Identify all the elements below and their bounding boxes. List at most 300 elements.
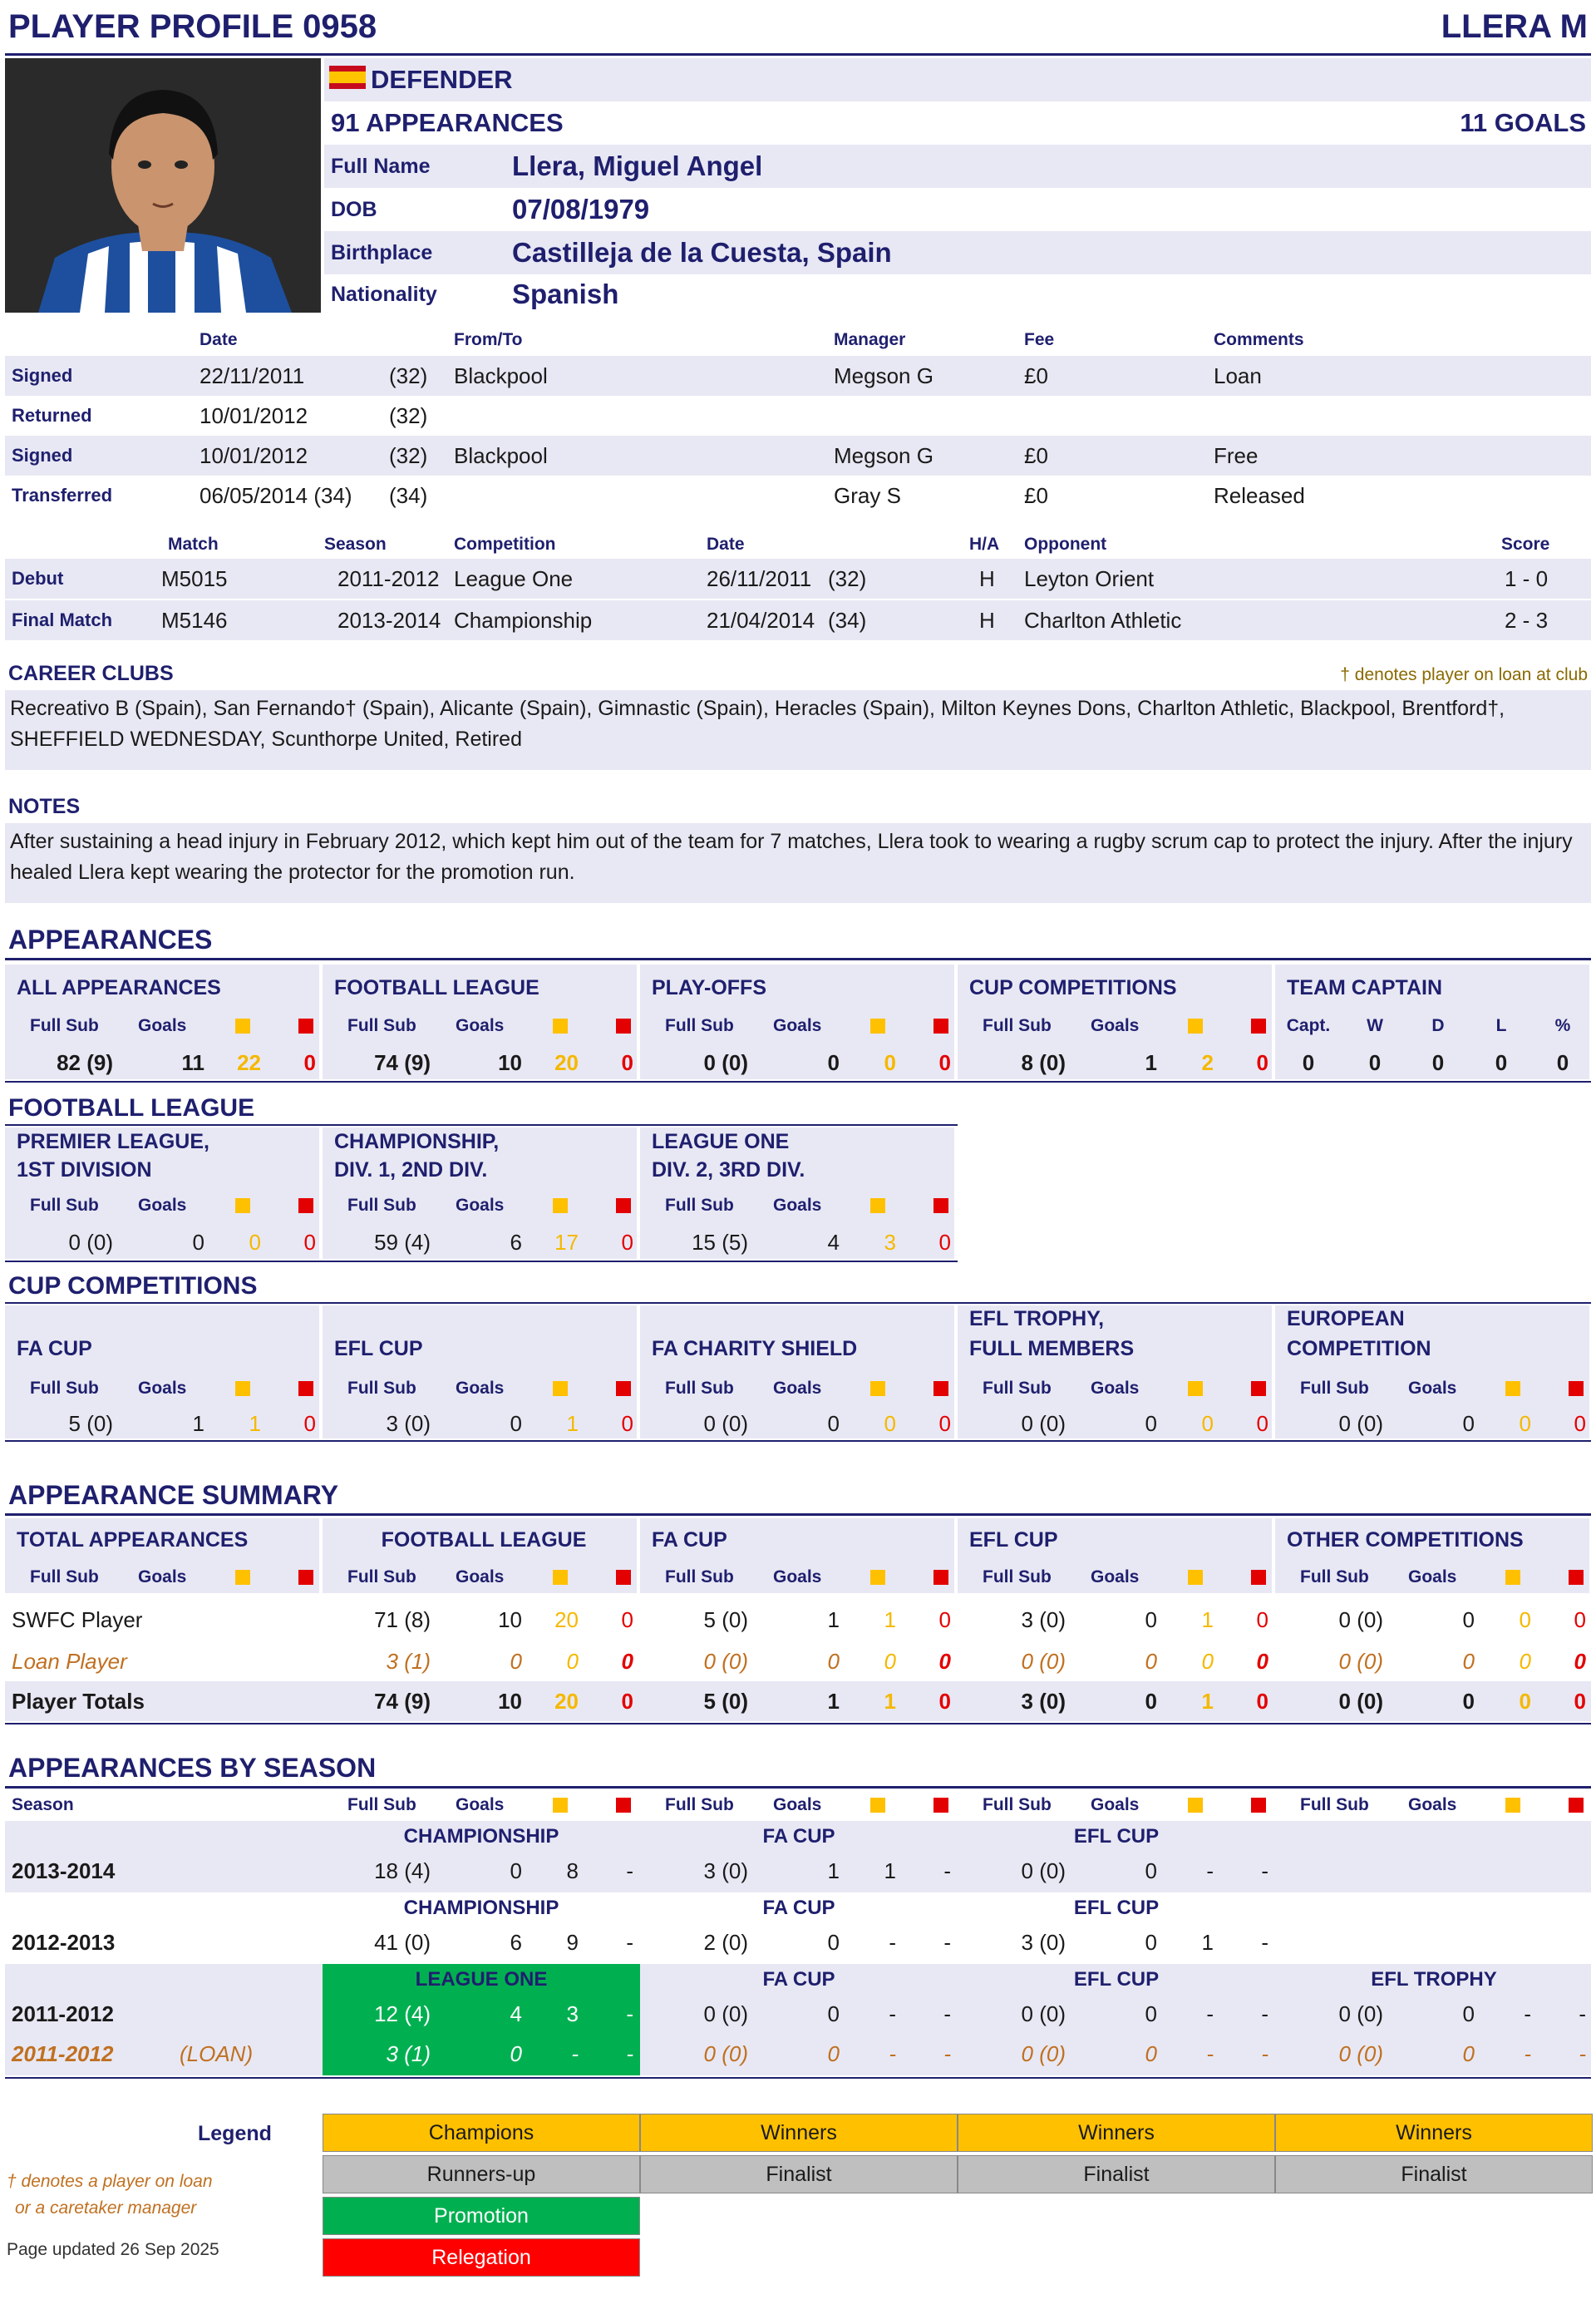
summary-title: APPEARANCE SUMMARY bbox=[8, 1480, 339, 1510]
red-cards-value: - bbox=[1261, 1858, 1268, 1883]
goals-value: 10 bbox=[498, 1688, 522, 1714]
section-divider bbox=[5, 1786, 1591, 1789]
summary-group-title: FA CUP bbox=[652, 1527, 727, 1552]
season-label: 2013-2014 bbox=[12, 1858, 116, 1883]
red-cards-value: - bbox=[1261, 2040, 1268, 2066]
full-sub-value: 82 (9) bbox=[57, 1049, 113, 1075]
col-header: Competition bbox=[454, 535, 556, 554]
full-sub-value: 74 (9) bbox=[374, 1688, 431, 1714]
red-card-icon bbox=[1566, 1563, 1586, 1591]
season-competition-label: FA CUP bbox=[762, 1968, 835, 1991]
col-header: Match bbox=[168, 535, 219, 554]
full-sub-value: 5 (0) bbox=[68, 1410, 113, 1436]
goals-value: 0 bbox=[1145, 1688, 1157, 1714]
transfer-age: (32) bbox=[389, 402, 428, 428]
full-sub-value: 0 (0) bbox=[1338, 1688, 1383, 1714]
red-cards-value: 0 bbox=[621, 1648, 633, 1674]
full-sub-header: Full Sub bbox=[665, 1016, 734, 1035]
full-sub-header: Full Sub bbox=[347, 1016, 416, 1035]
total-goals: 11 GOALS bbox=[1460, 108, 1586, 137]
yellow-card-icon bbox=[1503, 1791, 1523, 1819]
league-group-subtitle: DIV. 2, 3RD DIV. bbox=[652, 1157, 805, 1182]
match-id: M5015 bbox=[161, 565, 228, 591]
yellow-card-icon bbox=[550, 1009, 570, 1043]
full-sub-value: 0 (0) bbox=[1338, 2040, 1383, 2066]
red-cards-value: 0 bbox=[303, 1410, 316, 1436]
yellow-card-icon bbox=[868, 1563, 888, 1591]
bio-row bbox=[324, 188, 1591, 231]
total-appearances: 91 APPEARANCES bbox=[331, 108, 564, 137]
goals-value: 0 bbox=[827, 2040, 840, 2066]
yellow-cards-value: 0 bbox=[1519, 1410, 1531, 1436]
yellow-cards-value: 3 bbox=[884, 1229, 896, 1255]
red-cards-value: 0 bbox=[1256, 1049, 1268, 1075]
transfer-date: 22/11/2011 bbox=[200, 363, 305, 388]
transfers-header bbox=[5, 326, 1591, 354]
full-sub-header: Full Sub bbox=[983, 1379, 1052, 1398]
match-competition: League One bbox=[454, 565, 574, 591]
cup-group-subtitle: COMPETITION bbox=[1287, 1336, 1431, 1360]
yellow-cards-value: 1 bbox=[566, 1410, 579, 1436]
full-sub-header: Full Sub bbox=[665, 1196, 734, 1215]
transfer-age: (34) bbox=[389, 482, 428, 508]
red-card-icon bbox=[931, 1372, 951, 1405]
red-cards-value: 0 bbox=[938, 1688, 951, 1714]
season-competition-label: LEAGUE ONE bbox=[415, 1968, 548, 1991]
full-sub-header: Full Sub bbox=[665, 1795, 734, 1814]
col-header: Comments bbox=[1214, 330, 1304, 349]
goals-header: Goals bbox=[1091, 1379, 1140, 1398]
transfer-club: Blackpool bbox=[454, 363, 548, 388]
yellow-cards-value: 0 bbox=[1519, 1648, 1531, 1674]
full-sub-value: 0 (0) bbox=[1021, 1648, 1066, 1674]
transfer-comment: Released bbox=[1214, 482, 1305, 508]
season-competition-label: EFL CUP bbox=[1073, 1825, 1160, 1848]
yellow-cards-value: 0 bbox=[566, 1648, 579, 1674]
bio-key: DOB bbox=[331, 197, 377, 221]
yellow-cards-value: 0 bbox=[1201, 1648, 1214, 1674]
goals-value bbox=[1408, 1853, 1475, 1889]
yellow-card-icon bbox=[233, 1372, 253, 1405]
yellow-card-icon bbox=[1185, 1009, 1205, 1043]
goals-value: 4 bbox=[827, 1229, 840, 1255]
transfer-fee: £0 bbox=[1024, 363, 1048, 388]
yellow-cards-value: 1 bbox=[1201, 1606, 1214, 1632]
yellow-cards-value: - bbox=[889, 2040, 896, 2066]
season-label: 2011-2012 bbox=[12, 2001, 114, 2026]
red-cards-value: 0 bbox=[1574, 1688, 1586, 1714]
season-competition-label: FA CUP bbox=[762, 1825, 835, 1848]
goals-value: 0 bbox=[510, 1858, 522, 1883]
goals-header: Goals bbox=[773, 1196, 822, 1215]
yellow-cards-value: - bbox=[1524, 2040, 1531, 2066]
full-sub-value: 0 (0) bbox=[1021, 1858, 1066, 1883]
cup-group-title bbox=[652, 1304, 951, 1334]
yellow-cards-value: 0 bbox=[884, 1049, 896, 1075]
full-sub-header: Full Sub bbox=[30, 1016, 99, 1035]
full-sub-value: 0 (0) bbox=[703, 2040, 748, 2066]
player-short-name: LLERA M bbox=[1441, 8, 1588, 45]
red-cards-value: - bbox=[943, 1929, 951, 1955]
league-group-title: PREMIER LEAGUE, bbox=[17, 1129, 209, 1153]
goals-value: 0 bbox=[1462, 1688, 1475, 1714]
bio-value: 07/08/1979 bbox=[512, 194, 650, 225]
season-label: 2012-2013 bbox=[12, 1929, 116, 1955]
full-sub-header: Full Sub bbox=[665, 1567, 734, 1586]
appearances-title: APPEARANCES bbox=[8, 925, 213, 955]
yellow-cards-value: 1 bbox=[884, 1606, 896, 1632]
yellow-cards-value: 0 bbox=[1201, 1410, 1214, 1436]
yellow-cards-value: 0 bbox=[1519, 1606, 1531, 1632]
goals-header: Goals bbox=[773, 1016, 822, 1035]
col-header: Score bbox=[1501, 535, 1550, 554]
captain-header: W bbox=[1367, 1016, 1383, 1035]
yellow-cards-value: 0 bbox=[884, 1410, 896, 1436]
cup-group-subtitle: EFL CUP bbox=[334, 1336, 423, 1360]
full-sub-value: 41 (0) bbox=[374, 1929, 431, 1955]
goals-header: Goals bbox=[138, 1016, 187, 1035]
transfer-manager: Megson G bbox=[834, 442, 933, 468]
player-position: DEFENDER bbox=[371, 65, 513, 94]
yellow-card-icon bbox=[233, 1563, 253, 1591]
goals-header: Goals bbox=[138, 1379, 187, 1398]
goals-value: 10 bbox=[498, 1049, 522, 1075]
goals-value: 0 bbox=[1145, 1648, 1157, 1674]
red-card-icon bbox=[1249, 1372, 1268, 1405]
cup-group-title bbox=[17, 1304, 316, 1334]
red-cards-value: 0 bbox=[1256, 1648, 1268, 1674]
match-age: (34) bbox=[828, 607, 867, 633]
yellow-card-icon bbox=[550, 1791, 570, 1819]
red-cards-value: 0 bbox=[621, 1049, 633, 1075]
yellow-cards-value: 1 bbox=[884, 1858, 896, 1883]
full-sub-value: 0 (0) bbox=[703, 1648, 748, 1674]
match-score: 2 - 3 bbox=[1505, 607, 1549, 633]
full-sub-header: Full Sub bbox=[1300, 1795, 1369, 1814]
appearance-group-title: FOOTBALL LEAGUE bbox=[334, 975, 539, 999]
captain-value: 0 bbox=[1368, 1049, 1382, 1075]
legend-winners: Winners bbox=[640, 2114, 958, 2152]
season-competition-label: CHAMPIONSHIP bbox=[403, 1897, 559, 1919]
yellow-cards-value: - bbox=[571, 2040, 579, 2066]
red-cards-value: - bbox=[943, 2001, 951, 2026]
red-cards-value: 0 bbox=[938, 1229, 951, 1255]
legend-winners: Winners bbox=[1275, 2114, 1593, 2152]
transfer-type: Returned bbox=[12, 405, 92, 426]
legend-note: or a caretaker manager bbox=[15, 2198, 197, 2218]
full-sub-header: Full Sub bbox=[30, 1379, 99, 1398]
goals-value: 0 bbox=[1462, 1606, 1475, 1632]
full-sub-value: 0 (0) bbox=[703, 1049, 748, 1075]
full-sub-header: Full Sub bbox=[30, 1196, 99, 1215]
goals-value: 0 bbox=[192, 1229, 204, 1255]
player-photo bbox=[5, 58, 321, 313]
goals-header: Goals bbox=[1408, 1795, 1457, 1814]
yellow-cards-value: 20 bbox=[554, 1606, 579, 1632]
league-group-subtitle: 1ST DIVISION bbox=[17, 1157, 152, 1182]
full-sub-value: 0 (0) bbox=[1338, 1410, 1383, 1436]
section-divider bbox=[5, 958, 1591, 960]
captain-value: 0 bbox=[1495, 1049, 1508, 1075]
red-card-icon bbox=[613, 1372, 633, 1405]
full-sub-header: Full Sub bbox=[983, 1795, 1052, 1814]
match-score: 1 - 0 bbox=[1505, 565, 1549, 591]
red-cards-value: - bbox=[1579, 2001, 1586, 2026]
transfer-manager: Megson G bbox=[834, 363, 933, 388]
red-cards-value: - bbox=[626, 2040, 633, 2066]
red-card-icon bbox=[1249, 1563, 1268, 1591]
yellow-cards-value: 0 bbox=[884, 1648, 896, 1674]
summary-group-title: TOTAL APPEARANCES bbox=[17, 1527, 249, 1552]
full-sub-header: Full Sub bbox=[347, 1567, 416, 1586]
transfer-comment: Free bbox=[1214, 442, 1259, 468]
team-captain-title: TEAM CAPTAIN bbox=[1287, 975, 1443, 999]
bio-row bbox=[324, 231, 1591, 274]
match-row bbox=[5, 559, 1591, 599]
goals-header: Goals bbox=[456, 1567, 505, 1586]
cup-group-title bbox=[334, 1304, 633, 1334]
cup-group-subtitle: FA CHARITY SHIELD bbox=[652, 1336, 858, 1360]
captain-header: Capt. bbox=[1286, 1016, 1331, 1035]
summary-group-title: EFL CUP bbox=[969, 1527, 1058, 1552]
full-sub-value bbox=[1292, 1924, 1383, 1961]
red-cards-value: 0 bbox=[938, 1606, 951, 1632]
full-sub-value: 3 (0) bbox=[386, 1410, 431, 1436]
captain-header: D bbox=[1431, 1016, 1445, 1035]
transfer-type: Signed bbox=[12, 365, 73, 386]
match-type: Final Match bbox=[12, 609, 113, 630]
transfer-date: 10/01/2012 bbox=[200, 442, 308, 468]
transfer-fee: £0 bbox=[1024, 442, 1048, 468]
match-season: 2013-2014 bbox=[337, 607, 441, 633]
full-sub-value: 0 (0) bbox=[68, 1229, 113, 1255]
red-card-icon bbox=[931, 1189, 951, 1222]
transfer-type: Signed bbox=[12, 445, 73, 466]
yellow-cards-value: 1 bbox=[884, 1688, 896, 1714]
yellow-card-icon bbox=[233, 1009, 253, 1043]
cup-competitions-title: CUP COMPETITIONS bbox=[8, 1272, 258, 1300]
full-sub-value: 0 (0) bbox=[703, 2001, 748, 2026]
yellow-cards-value: 1 bbox=[1201, 1688, 1214, 1714]
yellow-card-icon bbox=[550, 1189, 570, 1222]
yellow-cards-value: 1 bbox=[1201, 1929, 1214, 1955]
captain-value: 0 bbox=[1556, 1049, 1569, 1075]
matches-header bbox=[5, 530, 1591, 559]
full-sub-value: 18 (4) bbox=[374, 1858, 431, 1883]
full-sub-header: Full Sub bbox=[1300, 1567, 1369, 1586]
full-sub-value: 0 (0) bbox=[1021, 1410, 1066, 1436]
goals-value: 0 bbox=[827, 1049, 840, 1075]
section-divider bbox=[5, 1081, 1591, 1083]
full-sub-value: 3 (1) bbox=[386, 1648, 431, 1674]
bio-value: Spanish bbox=[512, 279, 619, 309]
yellow-cards-value: - bbox=[889, 1929, 896, 1955]
goals-value: 0 bbox=[1462, 2040, 1475, 2066]
full-sub-header: Full Sub bbox=[665, 1379, 734, 1398]
red-card-icon bbox=[1249, 1009, 1268, 1043]
captain-header: % bbox=[1554, 1016, 1571, 1035]
full-sub-value: 3 (0) bbox=[1021, 1688, 1066, 1714]
yellow-cards-value: - bbox=[1206, 2040, 1214, 2066]
legend-relegation: Relegation bbox=[323, 2238, 640, 2277]
goals-value: 1 bbox=[827, 1688, 840, 1714]
goals-value: 0 bbox=[1462, 1648, 1475, 1674]
full-sub-value: 0 (0) bbox=[1021, 2001, 1066, 2026]
yellow-card-icon bbox=[550, 1563, 570, 1591]
yellow-cards-value: - bbox=[1524, 2001, 1531, 2026]
red-cards-value: 0 bbox=[1256, 1688, 1268, 1714]
season-competition-label bbox=[1275, 1821, 1593, 1853]
full-sub-value: 0 (0) bbox=[703, 1410, 748, 1436]
goals-header: Goals bbox=[1091, 1016, 1140, 1035]
full-sub-header: Full Sub bbox=[983, 1567, 1052, 1586]
yellow-cards-value: 17 bbox=[554, 1229, 579, 1255]
goals-header: Goals bbox=[1408, 1379, 1457, 1398]
goals-value: 0 bbox=[510, 1410, 522, 1436]
yellow-cards-value bbox=[1490, 1853, 1531, 1889]
notes-text: After sustaining a head injury in February 2012, which kept him out of the team for 7 matches, Llera took to wearing a rugby scrum cap to protect the injury. After the injury healed Llera kept wearing the protector for the promotion run. bbox=[5, 823, 1591, 903]
red-cards-value: - bbox=[1261, 2001, 1268, 2026]
red-card-icon bbox=[296, 1009, 316, 1043]
yellow-card-icon bbox=[550, 1372, 570, 1405]
match-opponent: Leyton Orient bbox=[1024, 565, 1155, 591]
career-clubs-title: CAREER CLUBS bbox=[8, 662, 174, 685]
goals-value: 0 bbox=[827, 1410, 840, 1436]
yellow-cards-value: 3 bbox=[566, 2001, 579, 2026]
full-sub-value: 15 (5) bbox=[692, 1229, 748, 1255]
loan-note: † denotes player on loan at club bbox=[1340, 665, 1588, 684]
goals-value: 0 bbox=[1145, 1410, 1157, 1436]
yellow-card-icon bbox=[1185, 1791, 1205, 1819]
red-cards-value: 0 bbox=[938, 1049, 951, 1075]
red-cards-value: 0 bbox=[303, 1049, 316, 1075]
red-card-icon bbox=[931, 1791, 951, 1819]
section-divider bbox=[5, 1124, 958, 1126]
yellow-card-icon bbox=[1185, 1563, 1205, 1591]
goals-value: 0 bbox=[1145, 1858, 1157, 1883]
red-card-icon bbox=[613, 1791, 633, 1819]
goals-header: Goals bbox=[1091, 1795, 1140, 1814]
goals-value: 4 bbox=[510, 2001, 522, 2026]
red-cards-value: 0 bbox=[1256, 1410, 1268, 1436]
goals-value: 0 bbox=[1462, 1410, 1475, 1436]
yellow-cards-value: 9 bbox=[566, 1929, 579, 1955]
goals-value: 11 bbox=[181, 1049, 204, 1075]
transfer-row bbox=[5, 356, 1591, 396]
col-header: Season bbox=[324, 535, 387, 554]
transfer-row bbox=[5, 396, 1591, 436]
season-header: Season bbox=[12, 1795, 74, 1814]
section-divider bbox=[5, 2077, 1591, 2079]
legend-runners-up: Runners-up bbox=[323, 2155, 640, 2193]
cup-group-title: EFL TROPHY, bbox=[969, 1306, 1105, 1330]
bio-key: Birthplace bbox=[331, 240, 433, 264]
match-date: 21/04/2014 bbox=[707, 607, 815, 633]
yellow-cards-value: 22 bbox=[237, 1049, 261, 1075]
goals-value: 6 bbox=[510, 1229, 522, 1255]
full-sub-value: 0 (0) bbox=[1338, 2001, 1383, 2026]
yellow-card-icon bbox=[1503, 1563, 1523, 1591]
match-venue: H bbox=[979, 565, 995, 591]
bio-row bbox=[324, 145, 1591, 188]
goals-value: 0 bbox=[510, 1648, 522, 1674]
summary-row-label: Player Totals bbox=[12, 1688, 145, 1714]
match-date: 26/11/2011 bbox=[707, 565, 812, 591]
col-header: Date bbox=[707, 535, 745, 554]
full-sub-value: 0 (0) bbox=[1338, 1648, 1383, 1674]
goals-value: 0 bbox=[1145, 1929, 1157, 1955]
transfer-row bbox=[5, 436, 1591, 476]
red-cards-value: 0 bbox=[621, 1688, 633, 1714]
captain-value: 0 bbox=[1302, 1049, 1315, 1075]
page-updated: Page updated 26 Sep 2025 bbox=[7, 2240, 219, 2259]
full-sub-value: 8 (0) bbox=[1021, 1049, 1066, 1075]
red-card-icon bbox=[613, 1009, 633, 1043]
transfer-type: Transferred bbox=[12, 485, 113, 506]
red-card-icon bbox=[296, 1189, 316, 1222]
yellow-card-icon bbox=[868, 1009, 888, 1043]
summary-row-label: SWFC Player bbox=[12, 1606, 143, 1632]
full-sub-value: 74 (9) bbox=[374, 1049, 431, 1075]
legend-champions: Champions bbox=[323, 2114, 640, 2152]
full-sub-header: Full Sub bbox=[347, 1795, 416, 1814]
captain-value: 0 bbox=[1431, 1049, 1445, 1075]
legend-finalist: Finalist bbox=[958, 2155, 1275, 2193]
yellow-cards-value: 1 bbox=[249, 1410, 261, 1436]
red-cards-value bbox=[1553, 1924, 1586, 1961]
full-sub-header: Full Sub bbox=[1300, 1379, 1369, 1398]
full-sub-value: 12 (4) bbox=[374, 2001, 431, 2026]
match-row bbox=[5, 600, 1591, 640]
goals-value: 0 bbox=[510, 2040, 522, 2066]
col-header: Fee bbox=[1024, 330, 1055, 349]
red-cards-value: 0 bbox=[938, 1410, 951, 1436]
col-header: Date bbox=[200, 330, 238, 349]
goals-header: Goals bbox=[456, 1196, 505, 1215]
yellow-card-icon bbox=[868, 1372, 888, 1405]
notes-title: NOTES bbox=[8, 795, 81, 818]
yellow-cards-value: - bbox=[1206, 2001, 1214, 2026]
red-cards-value: 0 bbox=[621, 1410, 633, 1436]
red-cards-value: - bbox=[626, 1929, 633, 1955]
col-header: Manager bbox=[834, 330, 906, 349]
season-competition-label: EFL CUP bbox=[1073, 1968, 1160, 1991]
goals-value: 0 bbox=[1145, 2040, 1157, 2066]
career-clubs-text: Recreativo B (Spain), San Fernando† (Spain), Alicante (Spain), Gimnastic (Spain), Heracles (Spain), Milton Keynes Dons, Charlton Athletic, Blackpool, Brentford†, SHEFFIELD WEDNESDAY, Scunthorpe United, Retired bbox=[5, 690, 1591, 770]
by-season-title: APPEARANCES BY SEASON bbox=[8, 1753, 377, 1783]
cup-group-title: EUROPEAN bbox=[1287, 1306, 1405, 1330]
red-card-icon bbox=[613, 1563, 633, 1591]
red-card-icon bbox=[1566, 1791, 1586, 1819]
red-card-icon bbox=[931, 1009, 951, 1043]
red-cards-value: 0 bbox=[938, 1648, 951, 1674]
red-cards-value: - bbox=[1261, 1929, 1268, 1955]
transfer-club: Blackpool bbox=[454, 442, 548, 468]
goals-value bbox=[1408, 1924, 1475, 1961]
col-header: From/To bbox=[454, 330, 523, 349]
captain-header: L bbox=[1495, 1016, 1507, 1035]
appearances-row bbox=[324, 101, 1591, 145]
full-sub-value: 71 (8) bbox=[374, 1606, 431, 1632]
season-competition-label: EFL TROPHY bbox=[1371, 1968, 1497, 1991]
full-sub-header: Full Sub bbox=[347, 1196, 416, 1215]
match-season: 2011-2012 bbox=[337, 565, 440, 591]
match-venue: H bbox=[979, 607, 995, 633]
yellow-cards-value bbox=[1490, 1924, 1531, 1961]
red-card-icon bbox=[296, 1563, 316, 1591]
section-divider bbox=[5, 1261, 958, 1262]
transfer-age: (32) bbox=[389, 442, 428, 468]
